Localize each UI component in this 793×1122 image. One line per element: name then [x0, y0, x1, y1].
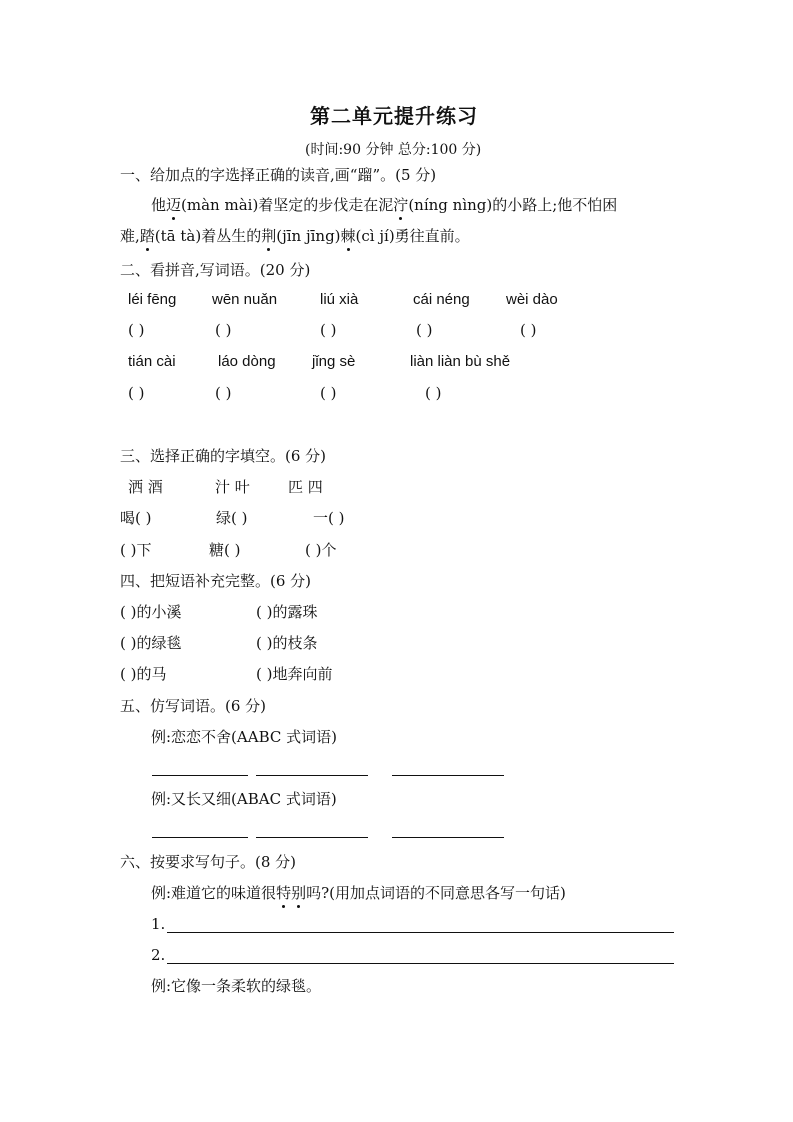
s5-heading: 五、仿写词语。(6 分) [120, 697, 267, 715]
phrase-blank[interactable]: ( )的马 [120, 665, 167, 683]
fill-blank[interactable]: ( )个 [305, 541, 337, 559]
page-title: 第二单元提升练习 [310, 104, 478, 128]
answer-blank[interactable]: ( ) [520, 321, 537, 339]
s1-heading: 一、给加点的字选择正确的读音,画“蹓”。(5 分) [120, 166, 437, 184]
phrase-blank[interactable]: ( )的枝条 [256, 634, 318, 652]
s1-line1 [151, 195, 617, 215]
pinyin: léi fēng [128, 291, 177, 308]
s2-heading: 二、看拼音,写词语。(20 分) [120, 261, 311, 279]
text: (tā tà)着丛生的 [154, 227, 262, 245]
dotted-char: 特 [276, 884, 292, 902]
s5-example-1: 例:恋恋不舍(AABC 式词语) [151, 728, 337, 746]
s6-heading: 六、按要求写句子。(8 分) [120, 853, 297, 871]
fill-blank[interactable]: 喝( ) [120, 509, 152, 527]
phrase-blank[interactable]: ( )的小溪 [120, 603, 182, 621]
answer-blank[interactable]: ( ) [215, 321, 232, 339]
page-subtitle: (时间:90 分钟 总分:100 分) [305, 142, 482, 158]
s3-heading: 三、选择正确的字填空。(6 分) [120, 447, 327, 465]
text: 例:难道它的味道很 [151, 884, 277, 902]
answer-blank[interactable]: ( ) [416, 321, 433, 339]
answer-blank[interactable]: ( ) [128, 384, 145, 402]
char-options: 洒 酒 [128, 478, 163, 496]
pinyin: láo dòng [218, 353, 276, 370]
answer-blank[interactable]: ( ) [425, 384, 442, 402]
pinyin: liú xià [320, 291, 359, 308]
dotted-char: 踏 [139, 227, 155, 245]
dotted-char: 别 [291, 884, 307, 902]
pinyin: jǐng sè [312, 353, 356, 370]
pinyin: wèi dào [506, 291, 558, 308]
answer-line[interactable] [256, 775, 368, 776]
fill-blank[interactable]: 一( ) [313, 509, 345, 527]
s4-heading: 四、把短语补充完整。(6 分) [120, 572, 312, 590]
phrase-blank[interactable]: ( )地奔向前 [256, 665, 333, 683]
answer-line[interactable] [256, 837, 368, 838]
dotted-char: 泞 [393, 196, 409, 214]
text: 他 [151, 196, 167, 214]
answer-blank[interactable]: ( ) [320, 321, 337, 339]
s5-example-2: 例:又长又细(ABAC 式词语) [151, 790, 337, 808]
s1-line2 [120, 226, 470, 246]
s6-example-2: 例:它像一条柔软的绿毯。 [151, 977, 322, 995]
dotted-char: 迈 [166, 196, 182, 214]
text: (cì jí)勇往直前。 [355, 227, 470, 245]
s6-example-1 [151, 883, 566, 903]
text: 难, [120, 227, 140, 245]
item-number: 1. [151, 915, 166, 933]
dotted-char: 荆 [261, 227, 277, 245]
answer-blank[interactable]: ( ) [215, 384, 232, 402]
answer-line[interactable] [167, 932, 674, 933]
answer-line[interactable] [392, 775, 504, 776]
answer-line[interactable] [167, 963, 674, 964]
pinyin: cái néng [413, 291, 470, 308]
pinyin: wēn nuǎn [212, 291, 278, 308]
item-number: 2. [151, 946, 166, 964]
text: (màn mài)着坚定的步伐走在泥 [181, 196, 394, 214]
fill-blank[interactable]: 糖( ) [209, 541, 241, 559]
fill-blank[interactable]: 绿( ) [216, 509, 248, 527]
answer-line[interactable] [152, 775, 248, 776]
text: 吗?(用加点词语的不同意思各写一句话) [306, 884, 566, 902]
pinyin: tián cài [128, 353, 176, 370]
fill-blank[interactable]: ( )下 [120, 541, 152, 559]
phrase-blank[interactable]: ( )的露珠 [256, 603, 318, 621]
text: (níng nìng)的小路上;他不怕困 [408, 196, 618, 214]
answer-line[interactable] [392, 837, 504, 838]
text: (jīn jīng) [276, 227, 341, 245]
pinyin: liàn liàn bù shě [410, 353, 511, 370]
phrase-blank[interactable]: ( )的绿毯 [120, 634, 182, 652]
answer-blank[interactable]: ( ) [320, 384, 337, 402]
answer-blank[interactable]: ( ) [128, 321, 145, 339]
char-options: 匹 四 [288, 478, 323, 496]
char-options: 汁 叶 [215, 478, 250, 496]
answer-line[interactable] [152, 837, 248, 838]
dotted-char: 棘 [340, 227, 356, 245]
